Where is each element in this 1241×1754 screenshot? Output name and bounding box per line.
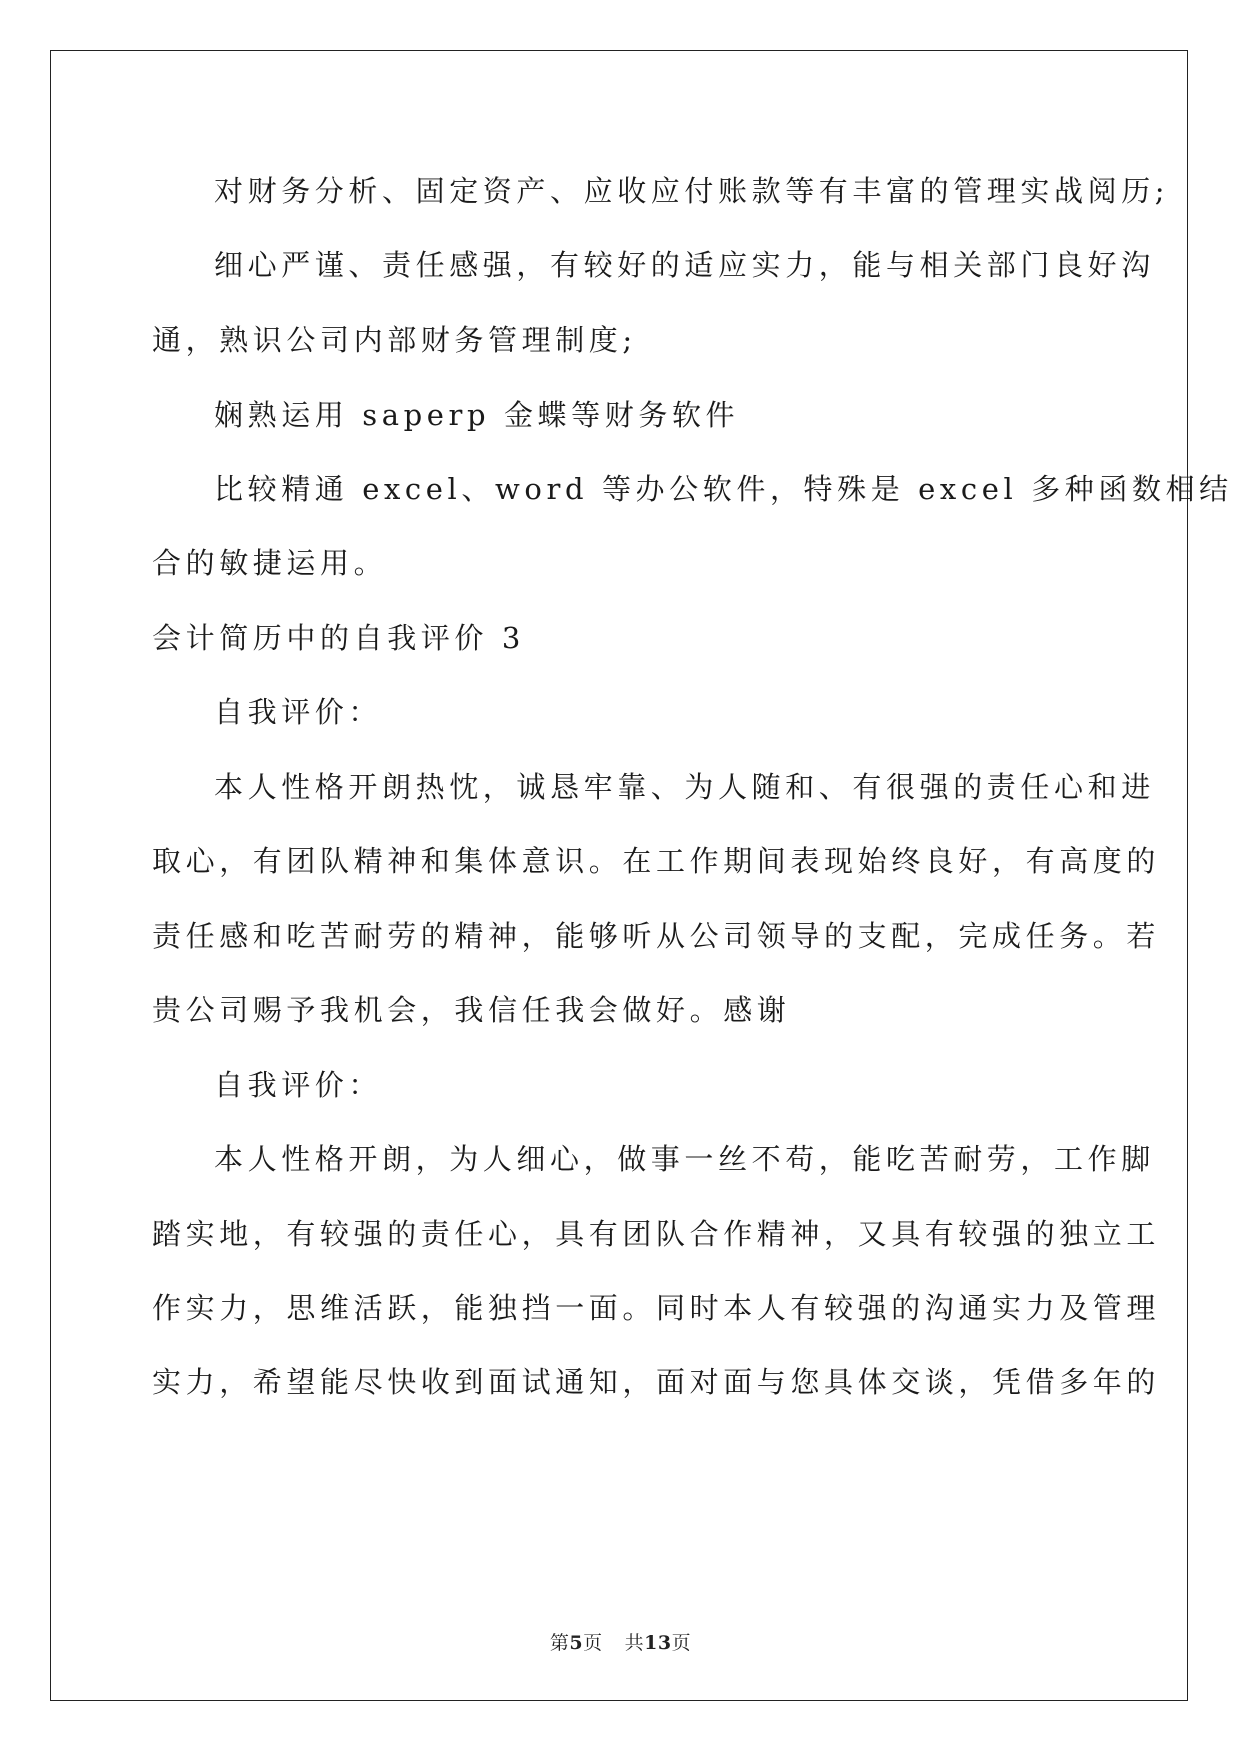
page-total: 13 — [644, 1632, 672, 1654]
paragraph-line: 实力，希望能尽快收到面试通知，面对面与您具体交谈，凭借多年的 — [152, 1365, 1161, 1399]
page-footer — [0, 1628, 1241, 1655]
paragraph-line: 本人性格开朗，为人细心，做事一丝不苟，能吃苦耐劳，工作脚 — [214, 1142, 1155, 1176]
page-current: 5 — [569, 1632, 584, 1654]
paragraph-line: 作实力，思维活跃，能独挡一面。同时本人有较强的沟通实力及管理 — [152, 1291, 1161, 1325]
section-heading: 会计简历中的自我评价 3 — [152, 621, 525, 655]
paragraph-line: 细心严谨、责任感强，有较好的适应实力，能与相关部门良好沟 — [214, 248, 1155, 282]
paragraph-line: 通，熟识公司内部财务管理制度; — [152, 323, 637, 357]
paragraph-line: 贵公司赐予我机会，我信任我会做好。感谢 — [152, 993, 791, 1027]
page-prefix: 第 — [549, 1632, 570, 1654]
paragraph-line: 比较精通 excel、word 等办公软件，特殊是 excel 多种函数相结 — [214, 472, 1233, 506]
paragraph-line: 娴熟运用 saperp 金蝶等财务软件 — [214, 398, 740, 432]
total-prefix: 共 — [624, 1632, 645, 1654]
paragraph-line: 踏实地，有较强的责任心，具有团队合作精神，又具有较强的独立工 — [152, 1217, 1161, 1251]
total-unit: 页 — [671, 1632, 692, 1654]
paragraph-line: 自我评价： — [214, 1068, 383, 1102]
paragraph-line: 本人性格开朗热忱，诚恳牢靠、为人随和、有很强的责任心和进 — [214, 770, 1155, 804]
page-unit: 页 — [583, 1632, 603, 1654]
paragraph-line: 自我评价： — [214, 695, 383, 729]
paragraph-line: 责任感和吃苦耐劳的精神，能够听从公司领导的支配，完成任务。若 — [152, 919, 1161, 953]
paragraph-line: 对财务分析、固定资产、应收应付账款等有丰富的管理实战阅历; — [214, 174, 1170, 208]
paragraph-line: 合的敏捷运用。 — [152, 546, 388, 580]
paragraph-line: 取心，有团队精神和集体意识。在工作期间表现始终良好，有高度的 — [152, 844, 1161, 878]
